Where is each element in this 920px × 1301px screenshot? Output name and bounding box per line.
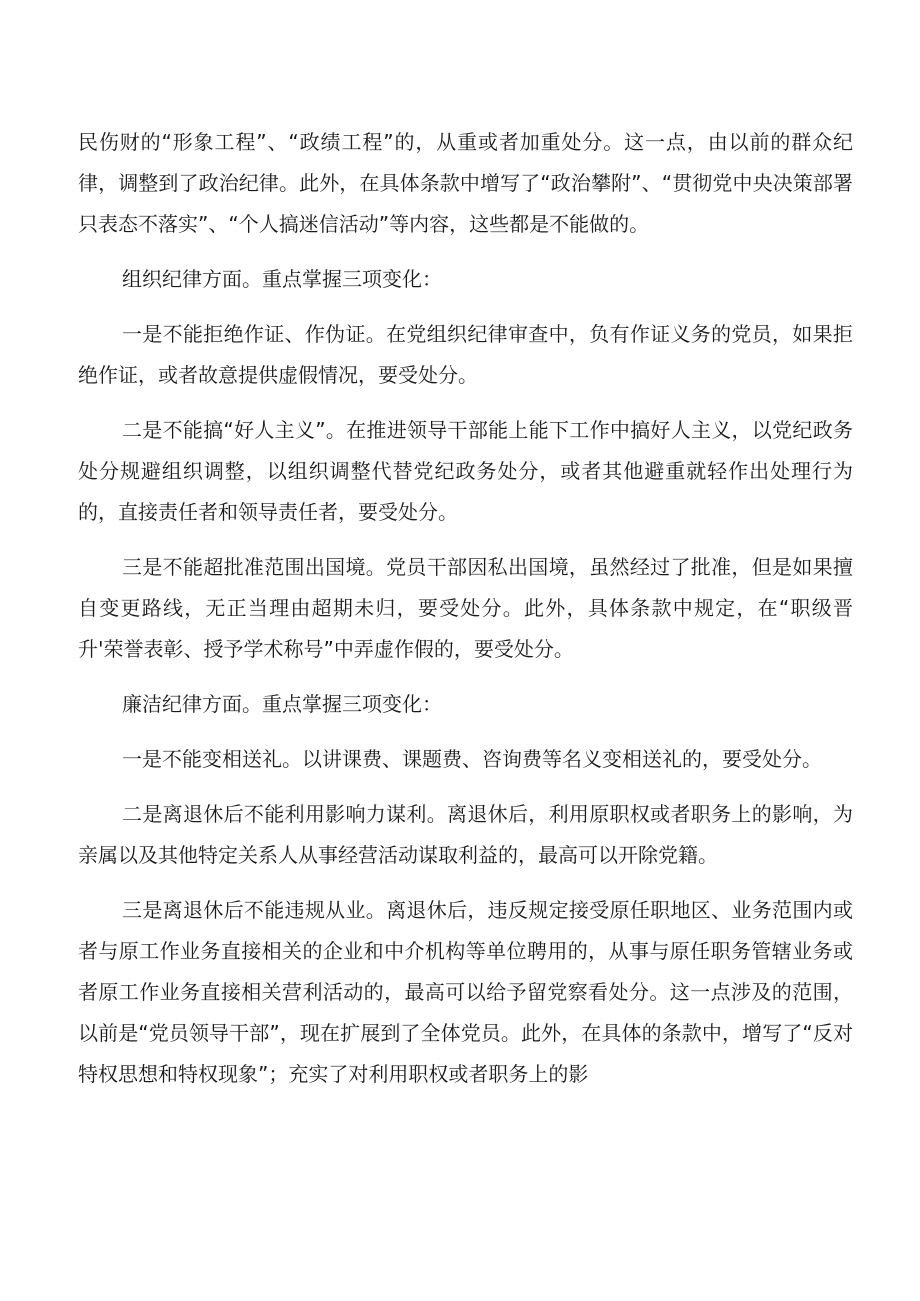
paragraph-retirement-employment: 三是离退休后不能违规从业。离退休后，违反规定接受原任职地区、业务范围内或者与原工作业务直接相关的企业和中介机构等单位聘用的，从事与原任职务管辖业务或者原工作业务直接相关营利活动的，最高可以给予留党察看处分。这一点涉及的范围，以前是“党员领导干部”，现在扩展到了全体党员。此外，在具体的条款中，增写了“反对特权思想和特权现象”；充实了对利用职权或者职务上的影 (78, 898, 853, 1086)
paragraph-organization-discipline-heading: 组织纪律方面。重点掌握三项变化： (122, 267, 442, 291)
paragraph-political-discipline-end: 民伤财的“形象工程”、“政绩工程”的，从重或者加重处分。这一点，由以前的群众纪律，调整到了政治纪律。此外，在具体条款中增写了“政治攀附”、“贯彻党中央决策部署只表态不落实”、“个人搞迷信活动”等内容，这些都是不能做的。 (78, 130, 853, 236)
paragraph-integrity-discipline-heading: 廉洁纪律方面。重点掌握三项变化： (122, 692, 442, 716)
paragraph-retirement-influence: 二是离退休后不能利用影响力谋利。离退休后，利用原职权或者职务上的影响，为亲属以及其他特定关系人从事经营活动谋取利益的，最高可以开除党籍。 (78, 802, 853, 867)
paragraph-good-guy-ism: 二是不能搞“好人主义”。在推进领导干部能上能下工作中搞好人主义，以党纪政务处分规避组织调整，以组织调整代替党纪政务处分，或者其他避重就轻作出处理行为的，直接责任者和领导责任者，要受处分。 (78, 418, 853, 524)
document-page (78, 122, 853, 1109)
paragraph-exit-country: 三是不能超批准范围出国境。党员干部因私出国境，虽然经过了批准，但是如果擅自变更路线，无正当理由超期未归，要受处分。此外，具体条款中规定，在“职级晋升'荣誉表彰、授予学术称号”中弄虚作假的，要受处分。 (78, 555, 853, 661)
paragraph-testimony: 一是不能拒绝作证、作伪证。在党组织纪律审查中，负有作证义务的党员，如果拒绝作证，或者故意提供虚假情况，要受处分。 (78, 322, 853, 387)
paragraph-disguised-gifts: 一是不能变相送礼。以讲课费、课题费、咨询费等名义变相送礼的，要受处分。 (122, 747, 822, 771)
